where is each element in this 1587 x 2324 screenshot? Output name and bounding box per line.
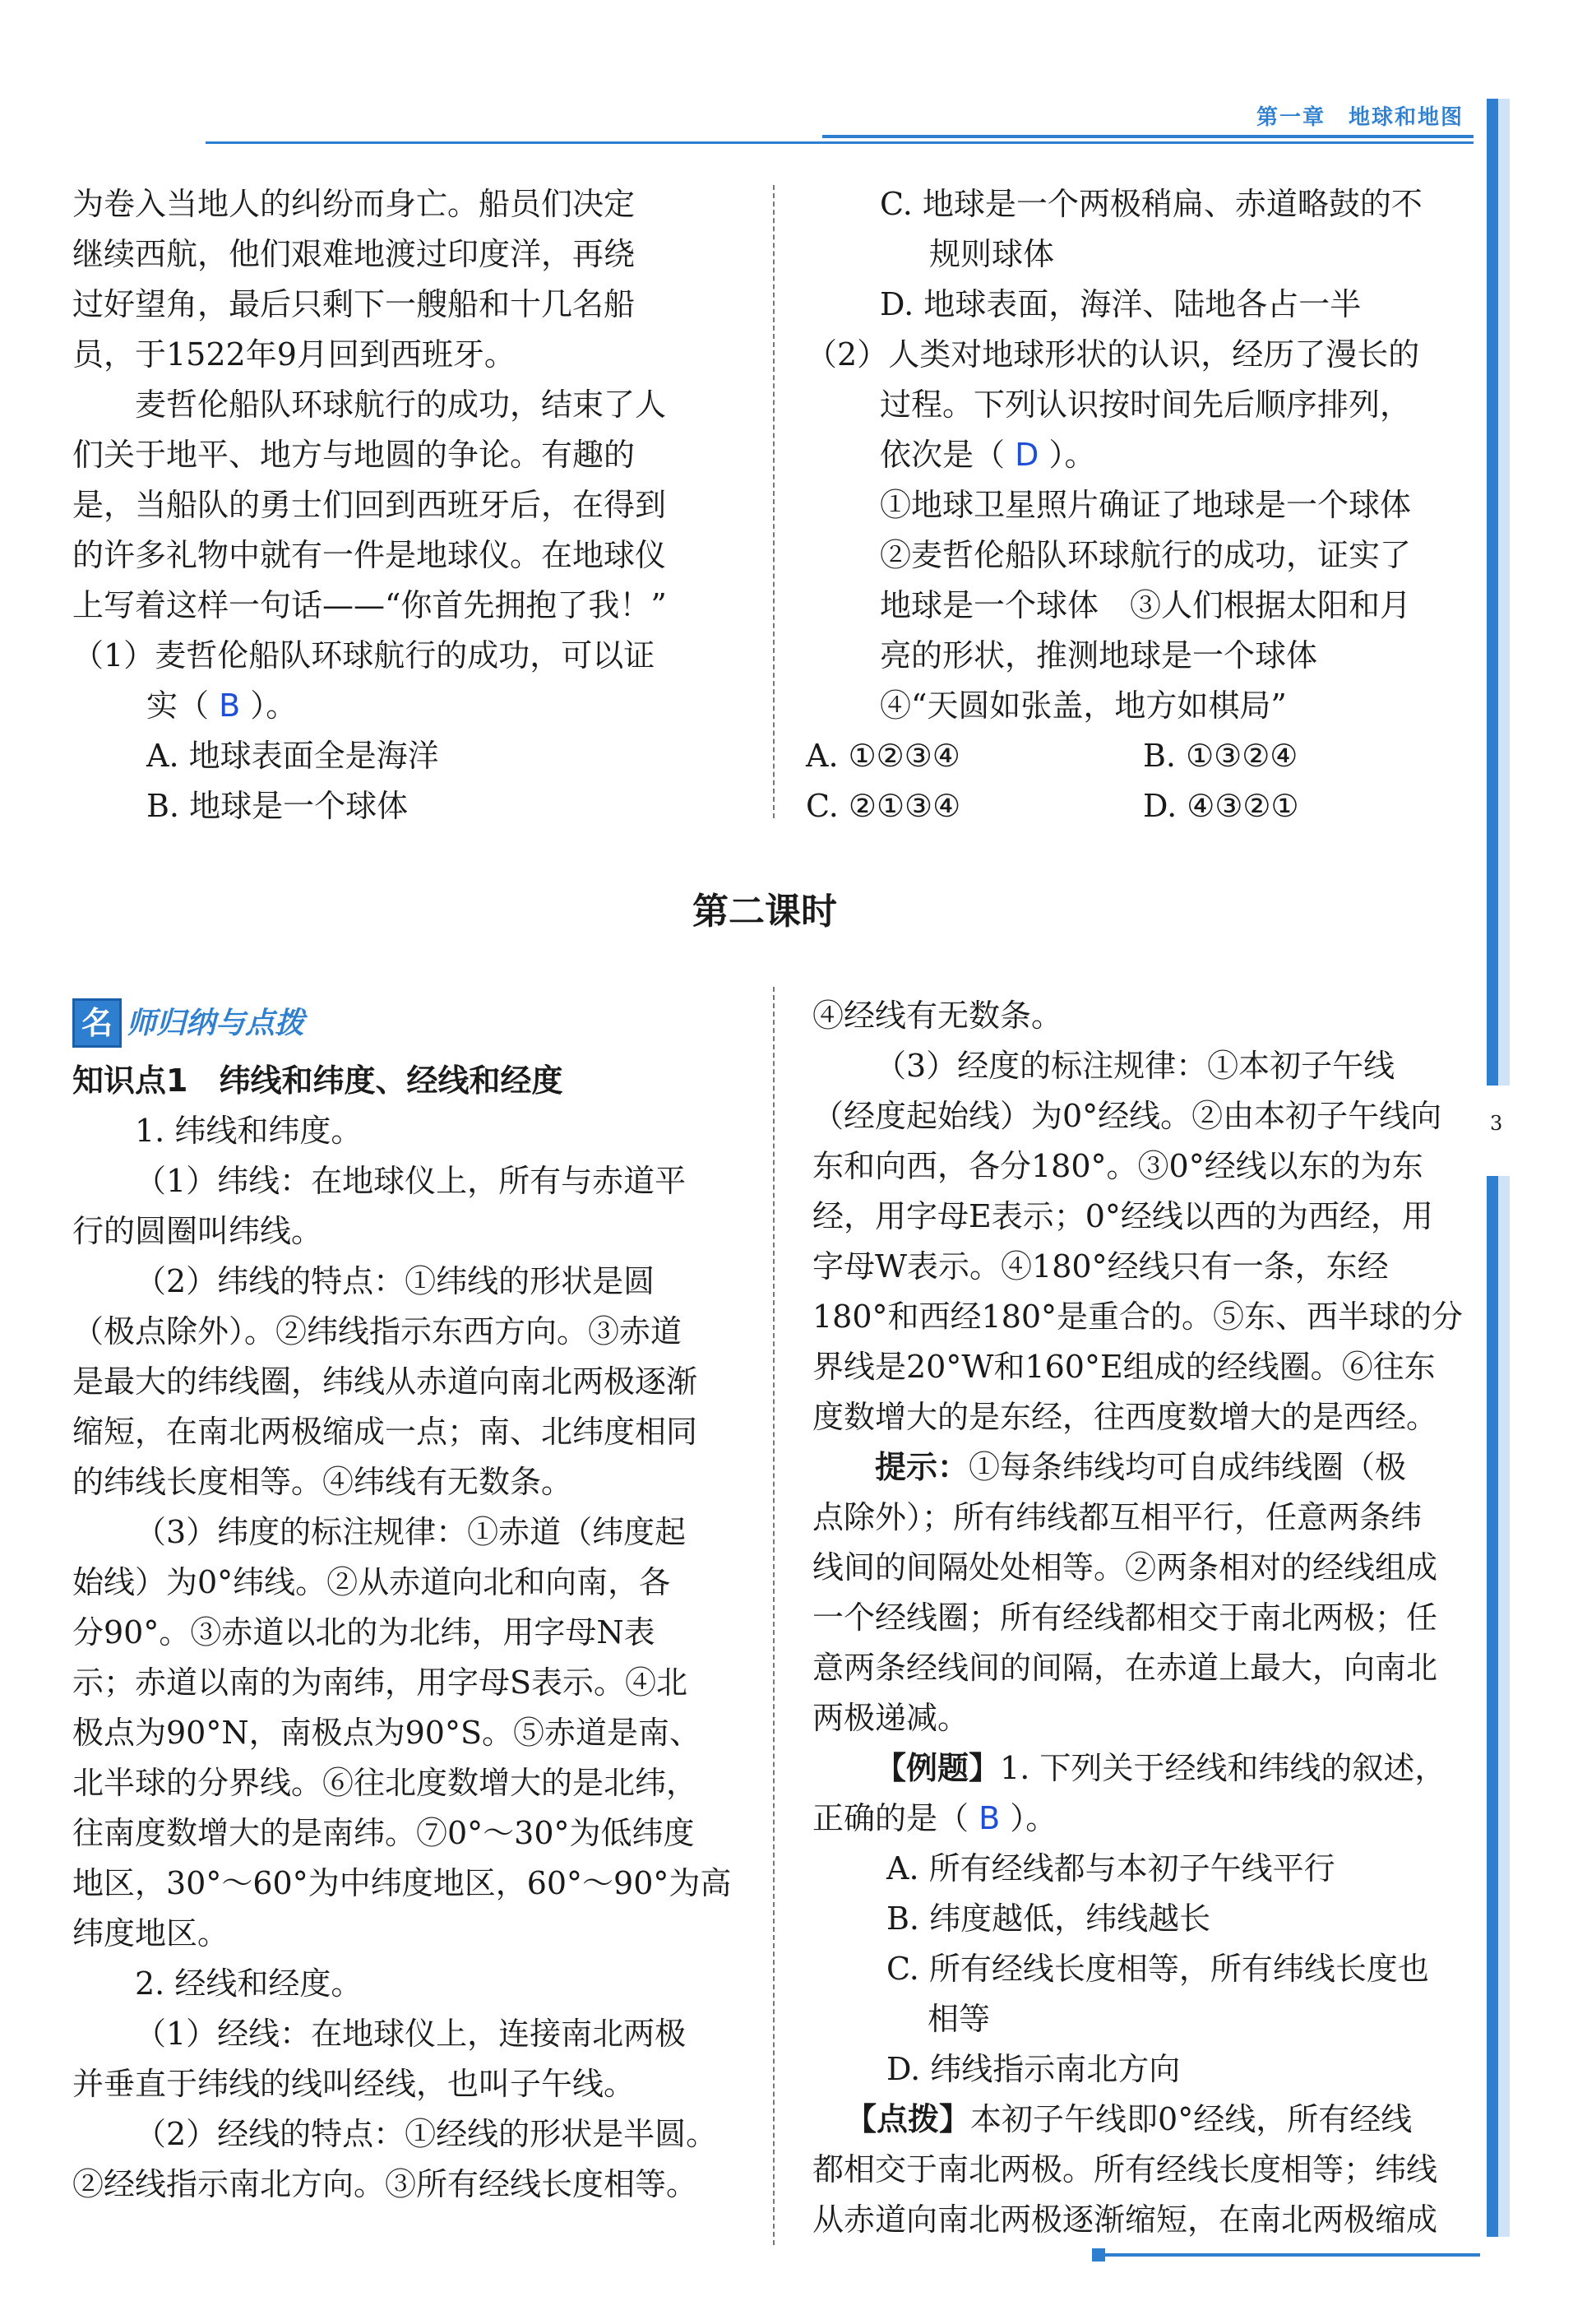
paragraph-line: 地区，30°～60°为中纬度地区，60°～90°为高 — [72, 1865, 732, 1901]
tip-text: 线间的间隔处处相等。②两条相对的经线组成 — [812, 1549, 1438, 1586]
question-number: （2） — [806, 336, 889, 373]
paragraph-line: 180°和西经180°是重合的。⑤东、西半球的分 — [812, 1299, 1464, 1335]
bottom-right-column — [812, 991, 1478, 2245]
bottom-left-column — [72, 995, 747, 2210]
question-text: 人类对地球形状的认识，经历了漫长的 — [888, 336, 1420, 373]
paragraph-line: （2）经线的特点：①经线的形状是半圆。 — [135, 2116, 718, 2152]
example-text: ）。 — [1010, 1800, 1057, 1836]
tip-text: 意两条经线间的间隔，在赤道上最大，向南北 — [812, 1650, 1438, 1686]
tip-text: 一个经线圈；所有经线都相交于南北两极；任 — [812, 1599, 1438, 1636]
point-label: 【点拨】 — [845, 2101, 971, 2137]
paragraph-line: （3）经度的标注规律：①本初子午线 — [875, 1048, 1395, 1084]
column-divider — [773, 185, 775, 818]
paragraph-line: 继续西航，他们艰难地渡过印度洋，再绕 — [72, 236, 636, 272]
footer-square — [1092, 2248, 1105, 2262]
paragraph-line: （3）纬度的标注规律：①赤道（纬度起 — [135, 1514, 687, 1550]
knowledge-point-title: 知识点1 纬线和纬度、经线和经度 — [72, 1062, 563, 1099]
paragraph-line: 字母W表示。④180°经线只有一条，东经 — [812, 1248, 1389, 1285]
option-b: B. 纬度越低，纬线越长 — [886, 1900, 1211, 1937]
paragraph-line: 度数增大的是东经，往西度数增大的是西经。 — [812, 1399, 1438, 1435]
top-left-column — [72, 179, 730, 631]
question-text: 实（ — [146, 687, 210, 724]
option-d: D. ④③②① — [1143, 788, 1299, 824]
question-text: ）。 — [1048, 437, 1096, 473]
paragraph-line: 示；赤道以南的为南纬，用字母S表示。④北 — [72, 1664, 688, 1701]
paragraph-line: 纬度地区。 — [72, 1915, 229, 1951]
paragraph-line: （极点除外）。②纬线指示东西方向。③赤道 — [72, 1313, 682, 1349]
paragraph-line: 缩短，在南北两极缩成一点；南、北纬度相同 — [72, 1414, 698, 1450]
section-tag — [72, 995, 747, 1051]
tag-icon: 名 — [72, 998, 122, 1048]
question-1 — [72, 631, 747, 831]
tip-text: 点除外）；所有纬线都互相平行，任意两条纬 — [812, 1499, 1423, 1535]
option-c: C. ②①③④ — [806, 788, 961, 824]
paragraph-line: ④经线有无数条。 — [812, 998, 1063, 1034]
paragraph-line: 是最大的纬线圈，纬线从赤道向南北两极逐渐 — [72, 1363, 698, 1400]
paragraph-line: 为卷入当地人的纠纷而身亡。船员们决定 — [72, 186, 636, 222]
option-d: D. 纬线指示南北方向 — [886, 2051, 1181, 2087]
answer-mark: B — [219, 687, 241, 724]
footer-rule — [1094, 2253, 1480, 2257]
paragraph-line: 的纬线长度相等。④纬线有无数条。 — [72, 1464, 573, 1500]
answer-mark: B — [979, 1800, 1001, 1836]
paragraph-line: 始线）为0°纬线。②从赤道向北和向南，各 — [72, 1564, 671, 1600]
question-text: 过程。下列认识按时间先后顺序排列， — [880, 387, 1412, 423]
paragraph-line: （1）经线：在地球仪上，连接南北两极 — [135, 2016, 687, 2052]
list-item: 地球是一个球体 ③人们根据太阳和月 — [880, 587, 1412, 623]
option-c-cont: 相等 — [928, 2001, 991, 2037]
paragraph-line: 1. 纬线和纬度。 — [135, 1113, 363, 1149]
tip-text: ①每条纬线均可自成纬线圈（极 — [969, 1449, 1407, 1485]
list-item: ①地球卫星照片确证了地球是一个球体 — [880, 487, 1412, 523]
top-right-column — [806, 179, 1480, 831]
example-text: 1. 下列关于经线和纬线的叙述， — [1000, 1750, 1446, 1786]
point-text: 都相交于南北两极。所有经线长度相等；纬线 — [812, 2151, 1438, 2187]
paragraph-line: 界线是20°W和160°E组成的经线圈。⑥往东 — [812, 1349, 1436, 1385]
question-text: 麦哲伦船队环球航行的成功，可以证 — [155, 637, 655, 674]
option-c-cont: 规则球体 — [929, 236, 1055, 272]
option-b: B. ①③②④ — [1143, 738, 1298, 774]
header-rule — [206, 141, 1474, 144]
paragraph-line: 过好望角，最后只剩下一艘船和十几名船 — [72, 286, 636, 322]
option-b: B. 地球是一个球体 — [146, 788, 409, 824]
paragraph-line: 的许多礼物中就有一件是地球仪。在地球仪 — [72, 537, 667, 573]
question-number: （1） — [72, 637, 155, 674]
header-rule-accent — [822, 135, 1474, 138]
paragraph-line: （1）纬线：在地球仪上，所有与赤道平 — [135, 1163, 687, 1199]
list-item: ④“天圆如张盖，地方如棋局” — [880, 687, 1287, 724]
question-text: ）。 — [250, 687, 298, 724]
option-a: A. ①②③④ — [806, 738, 960, 774]
column-divider — [773, 987, 775, 2245]
list-item: ②麦哲伦船队环球航行的成功，证实了 — [880, 537, 1412, 573]
option-d: D. 地球表面，海洋、陆地各占一半 — [880, 286, 1362, 322]
paragraph-line: （经度起始线）为0°经线。②由本初子午线向 — [812, 1098, 1442, 1134]
paragraph-line: 北半球的分界线。⑥往北度数增大的是北纬， — [72, 1765, 698, 1801]
paragraph-line: （2）纬线的特点：①纬线的形状是圆 — [135, 1263, 655, 1299]
paragraph-line: 往南度数增大的是南纬。⑦0°～30°为低纬度 — [72, 1815, 695, 1851]
list-item: 亮的形状，推测地球是一个球体 — [880, 637, 1318, 674]
chapter-header: 第一章 地球和地图 — [1256, 105, 1464, 130]
question-text: 依次是（ — [880, 437, 1006, 473]
tip-label: 提示： — [875, 1449, 969, 1485]
paragraph-line: 员，于1522年9月回到西班牙。 — [72, 336, 516, 373]
lesson-title: 第二课时 — [692, 891, 837, 933]
paragraph-line: 并垂直于纬线的线叫经线，也叫子午线。 — [72, 2066, 636, 2102]
option-a: A. 地球表面全是海洋 — [146, 738, 439, 774]
paragraph-line: 分90°。③赤道以北的为北纬，用字母N表 — [72, 1614, 655, 1650]
paragraph-line: ②经线指示南北方向。③所有经线长度相等。 — [72, 2166, 698, 2202]
paragraph-line: 行的圆圈叫纬线。 — [72, 1213, 323, 1249]
paragraph-line: 们关于地平、地方与地圆的争论。有趣的 — [72, 437, 636, 473]
paragraph-line: 是，当船队的勇士们回到西班牙后，在得到 — [72, 487, 667, 523]
answer-mark: D — [1015, 437, 1039, 473]
point-text: 本初子午线即0°经线，所有经线 — [970, 2101, 1413, 2137]
option-a: A. 所有经线都与本初子午线平行 — [886, 1850, 1335, 1887]
paragraph-line: 2. 经线和经度。 — [135, 1965, 363, 2002]
paragraph-line: 上写着这样一句话——“你首先拥抱了我！” — [72, 587, 667, 623]
example-text: 正确的是（ — [812, 1800, 969, 1836]
option-c: C. 地球是一个两极稍扁、赤道略鼓的不 — [880, 186, 1423, 222]
paragraph-line: 东和向西，各分180°。③0°经线以东的为东 — [812, 1148, 1423, 1184]
point-text: 从赤道向南北两极逐渐缩短，在南北两极缩成 — [812, 2201, 1438, 2238]
paragraph-line: 极点为90°N，南极点为90°S。⑤赤道是南、 — [72, 1715, 701, 1751]
paragraph-line: 经，用字母E表示；0°经线以西的为西经，用 — [812, 1198, 1433, 1234]
page-number: 3 — [1490, 1112, 1503, 1135]
tip-text: 两极递减。 — [812, 1700, 969, 1736]
option-c: C. 所有经线长度相等，所有纬线长度也 — [886, 1951, 1429, 1987]
example-label: 【例题】 — [875, 1750, 1001, 1786]
section-tag-label: 师归纳与点拨 — [127, 1006, 305, 1040]
paragraph-line: 麦哲伦船队环球航行的成功，结束了人 — [135, 387, 667, 423]
